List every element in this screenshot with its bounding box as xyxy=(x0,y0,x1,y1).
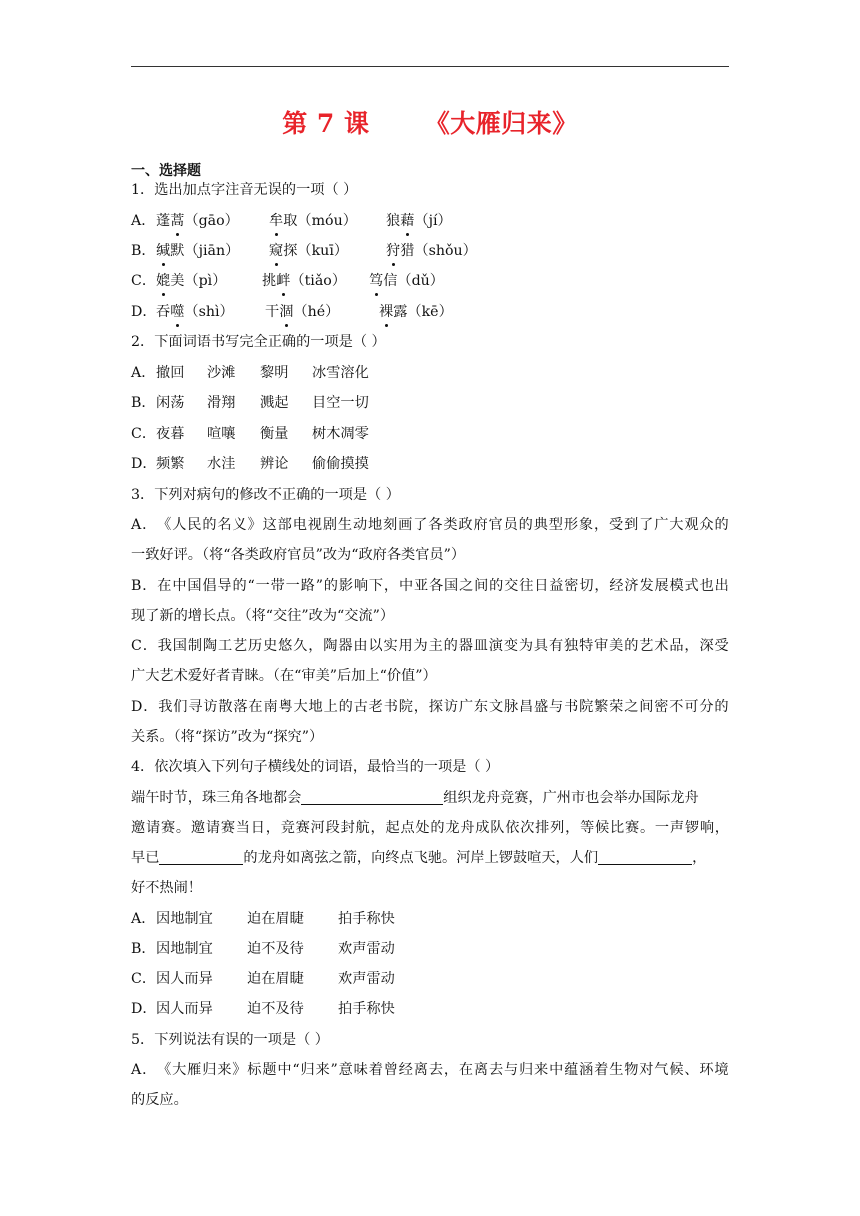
fill-blank[interactable] xyxy=(301,788,443,805)
q3-stem: 3．下列对病句的修改不正确的一项是（ ） xyxy=(131,487,400,503)
dotted-char: 蒿 xyxy=(170,213,185,229)
q5-text-line: 的反应。 xyxy=(131,1092,188,1108)
q1-stem: 1．选出加点字注音无误的一项（ ） xyxy=(131,182,358,198)
fill-blank[interactable] xyxy=(598,848,692,865)
q2-option-c: C． 夜暮 喧嚷 衡量 树木凋零 xyxy=(131,426,369,442)
dotted-char: 衅 xyxy=(276,273,291,289)
q4-option-c: C． 因人而异 迫在眉睫 欢声雷动 xyxy=(131,971,395,987)
q4-passage-line: 邀 请 赛 。 邀 请 赛 当 日 ， 竞 赛 河 段 封 航 ， 起 点 处 的 龙 舟 成 队 依 次 排 列 ， 等 候 比 赛 。 一 声 锣 响 ， xyxy=(131,820,729,836)
q4-passage-line: 端午时节，珠三角各地都会 组织龙舟竞赛，广州市也会举办国际龙舟 xyxy=(131,790,699,806)
fill-blank[interactable] xyxy=(159,848,243,865)
dotted-char: 媲 xyxy=(156,273,171,289)
q4-option-a: A． 因地制宜 迫在眉睫 拍手称快 xyxy=(131,911,395,927)
q2-option-d: D． 频繁 水洼 辨论 偷偷摸摸 xyxy=(131,456,369,472)
header-rule xyxy=(131,66,729,67)
q1-option-d: D． 吞噬（shì） 干涸（hé） 裸露（kē） xyxy=(131,304,453,320)
q3-text-line: 广大艺术爱好者青睐。（在“审美”后加上“价值”） xyxy=(131,668,437,684)
q3-text-line: 一致好评。（将“各类政府官员”改为“政府各类官员”） xyxy=(131,547,466,563)
q4-passage-line: 好不热闹！ xyxy=(131,880,202,896)
q3-text-line: C ． 我 国 制 陶 工 艺 历 史 悠 久 ， 陶 器 由 以 实 用 为 主 的 器 皿 演 变 为 具 有 独 特 审 美 的 艺 术 品 ， 深 受 xyxy=(131,638,729,654)
q3-text-line: 现了新的增长点。（将“交往”改为“交流”） xyxy=(131,608,395,624)
lesson-number: 第 7 课 xyxy=(282,109,370,138)
lesson-title xyxy=(0,104,860,140)
section-heading: 一、选择题 xyxy=(131,163,201,179)
q2-option-b: B． 闲荡 滑翔 溅起 目空一切 xyxy=(131,395,369,411)
q2-option-a: A． 撤回 沙滩 黎明 冰雪溶化 xyxy=(131,365,369,381)
dotted-char: 狩 xyxy=(386,243,401,259)
lesson-name: 《大雁归来》 xyxy=(424,109,578,138)
dotted-char: 缄 xyxy=(156,243,171,259)
q5-stem: 5．下列说法有误的一项是（ ） xyxy=(131,1032,329,1048)
q4-passage-line: 早已 的龙舟如离弦之箭，向终点飞驰。河岸上锣鼓喧天，人们 ， xyxy=(131,850,707,866)
dotted-char: 藉 xyxy=(400,213,415,229)
q4-option-b: B． 因地制宜 迫不及待 欢声雷动 xyxy=(131,941,395,957)
dotted-char: 笃 xyxy=(369,273,384,289)
q3-text-line: B ． 在 中 国 倡 导 的 “ 一 带 一 路 ” 的 影 响 下 ， 中 亚 各 国 之 间 的 交 往 日 益 密 切 ， 经 济 发 展 模 式 也 出 xyxy=(131,578,729,594)
dotted-char: 噬 xyxy=(170,304,185,320)
q2-stem: 2．下面词语书写完全正确的一项是（ ） xyxy=(131,334,386,350)
dotted-char: 牟 xyxy=(269,213,284,229)
q1-option-a: A． 蓬蒿（gāo） 牟取（móu） 狼藉（jí） xyxy=(131,213,452,229)
q4-option-d: D． 因人而异 迫不及待 拍手称快 xyxy=(131,1001,395,1017)
q4-stem: 4．依次填入下列句子横线处的词语，最恰当的一项是（ ） xyxy=(131,759,500,775)
q3-text-line: A ． 《 人 民 的 名 义 》 这 部 电 视 剧 生 动 地 刻 画 了 各 类 政 府 官 员 的 典 型 形 象 ， 受 到 了 广 大 观 众 的 xyxy=(131,517,729,533)
q3-text-line: D ． 我 们 寻 访 散 落 在 南 粤 大 地 上 的 古 老 书 院 ， 探 访 广 东 文 脉 昌 盛 与 书 院 繁 荣 之 间 密 不 可 分 的 xyxy=(131,699,729,715)
q5-text-line: A ． 《 大 雁 归 来 》 标 题 中 “ 归 来 ” 意 味 着 曾 经 离 去 ， 在 离 去 与 归 来 中 蕴 涵 着 生 物 对 气 候 、 环 境 xyxy=(131,1062,729,1078)
q3-text-line: 关系。（将“探访”改为“探究”） xyxy=(131,729,324,745)
dotted-char: 涸 xyxy=(279,304,294,320)
dotted-char: 裸 xyxy=(379,304,394,320)
q1-option-c: C． 媲美（pì） 挑衅（tiǎo） 笃信（dǔ） xyxy=(131,273,444,289)
q1-option-b: B． 缄默（jiān） 窥探（kuī） 狩猎（shǒu） xyxy=(131,243,477,259)
dotted-char: 窥 xyxy=(269,243,284,259)
